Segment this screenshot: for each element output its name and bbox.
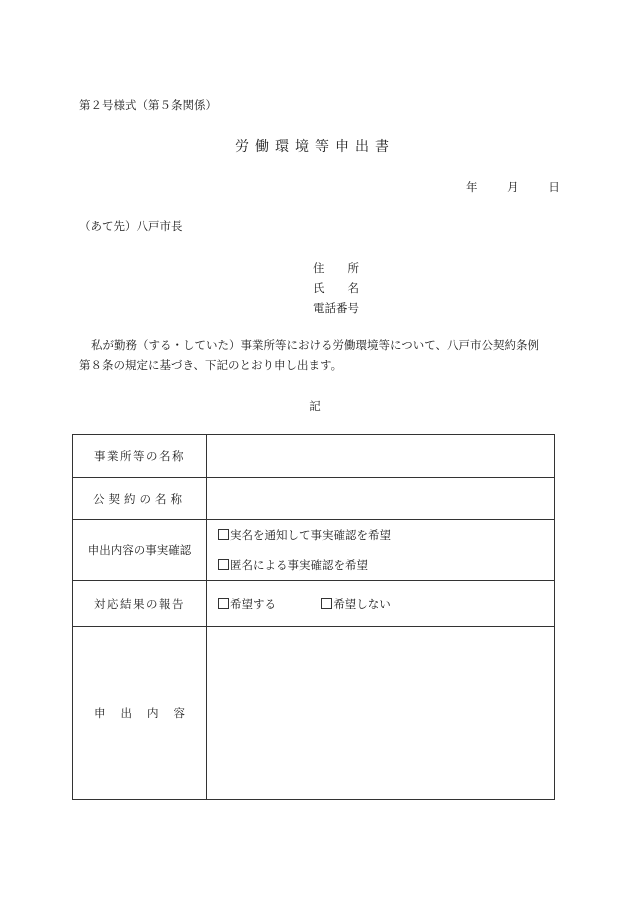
checkbox-icon[interactable] xyxy=(321,598,332,609)
fact-check-options xyxy=(207,520,555,581)
application-form-table xyxy=(72,434,555,800)
document-title: 労働環境等申出書 xyxy=(235,139,395,155)
checkbox-icon[interactable] xyxy=(218,598,229,609)
checkbox-icon[interactable] xyxy=(218,529,229,540)
business-name-cell xyxy=(207,435,555,478)
address-label: 住 所 xyxy=(313,261,359,275)
result-report-label: 対応結果の報告 xyxy=(73,581,207,627)
addressee: （あて先）八戸市長 xyxy=(79,219,183,233)
content-label: 申出内容 xyxy=(73,627,207,800)
checkbox-icon[interactable] xyxy=(218,559,229,570)
applicant-block xyxy=(313,258,359,318)
ki-heading: 記 xyxy=(309,399,321,413)
table-row xyxy=(73,627,555,800)
date-day-label: 日 xyxy=(548,180,560,194)
statement-line-1: 私が勤務（する・していた）事業所等における労働環境等について、八戸市公契約条例 xyxy=(91,338,540,352)
table-row xyxy=(73,435,555,478)
name-label: 氏 名 xyxy=(313,281,359,295)
table-row xyxy=(73,581,555,627)
business-name-label: 事業所等の名称 xyxy=(73,435,207,478)
option-real-name[interactable]: 実名を通知して事実確認を希望 xyxy=(218,520,554,550)
phone-label: 電話番号 xyxy=(313,301,359,315)
result-report-options xyxy=(207,581,555,627)
table-row xyxy=(73,478,555,520)
contract-name-cell xyxy=(207,478,555,520)
content-cell xyxy=(207,627,555,800)
option-want-report[interactable]: 希望する xyxy=(218,596,276,612)
statement-line-2: 第８条の規定に基づき、下記のとおり申し出ます。 xyxy=(79,358,343,372)
date-year-label: 年 xyxy=(466,180,478,194)
option-anonymous[interactable]: 匿名による事実確認を希望 xyxy=(218,550,554,580)
contract-name-label: 公契約の名称 xyxy=(73,478,207,520)
table-row xyxy=(73,520,555,581)
date-line xyxy=(466,179,560,195)
form-number: 第２号様式（第５条関係） xyxy=(79,98,217,112)
option-no-report[interactable]: 希望しない xyxy=(321,596,391,612)
fact-check-label: 申出内容の事実確認 xyxy=(73,520,207,581)
statement-paragraph xyxy=(79,335,559,375)
date-month-label: 月 xyxy=(507,180,519,194)
